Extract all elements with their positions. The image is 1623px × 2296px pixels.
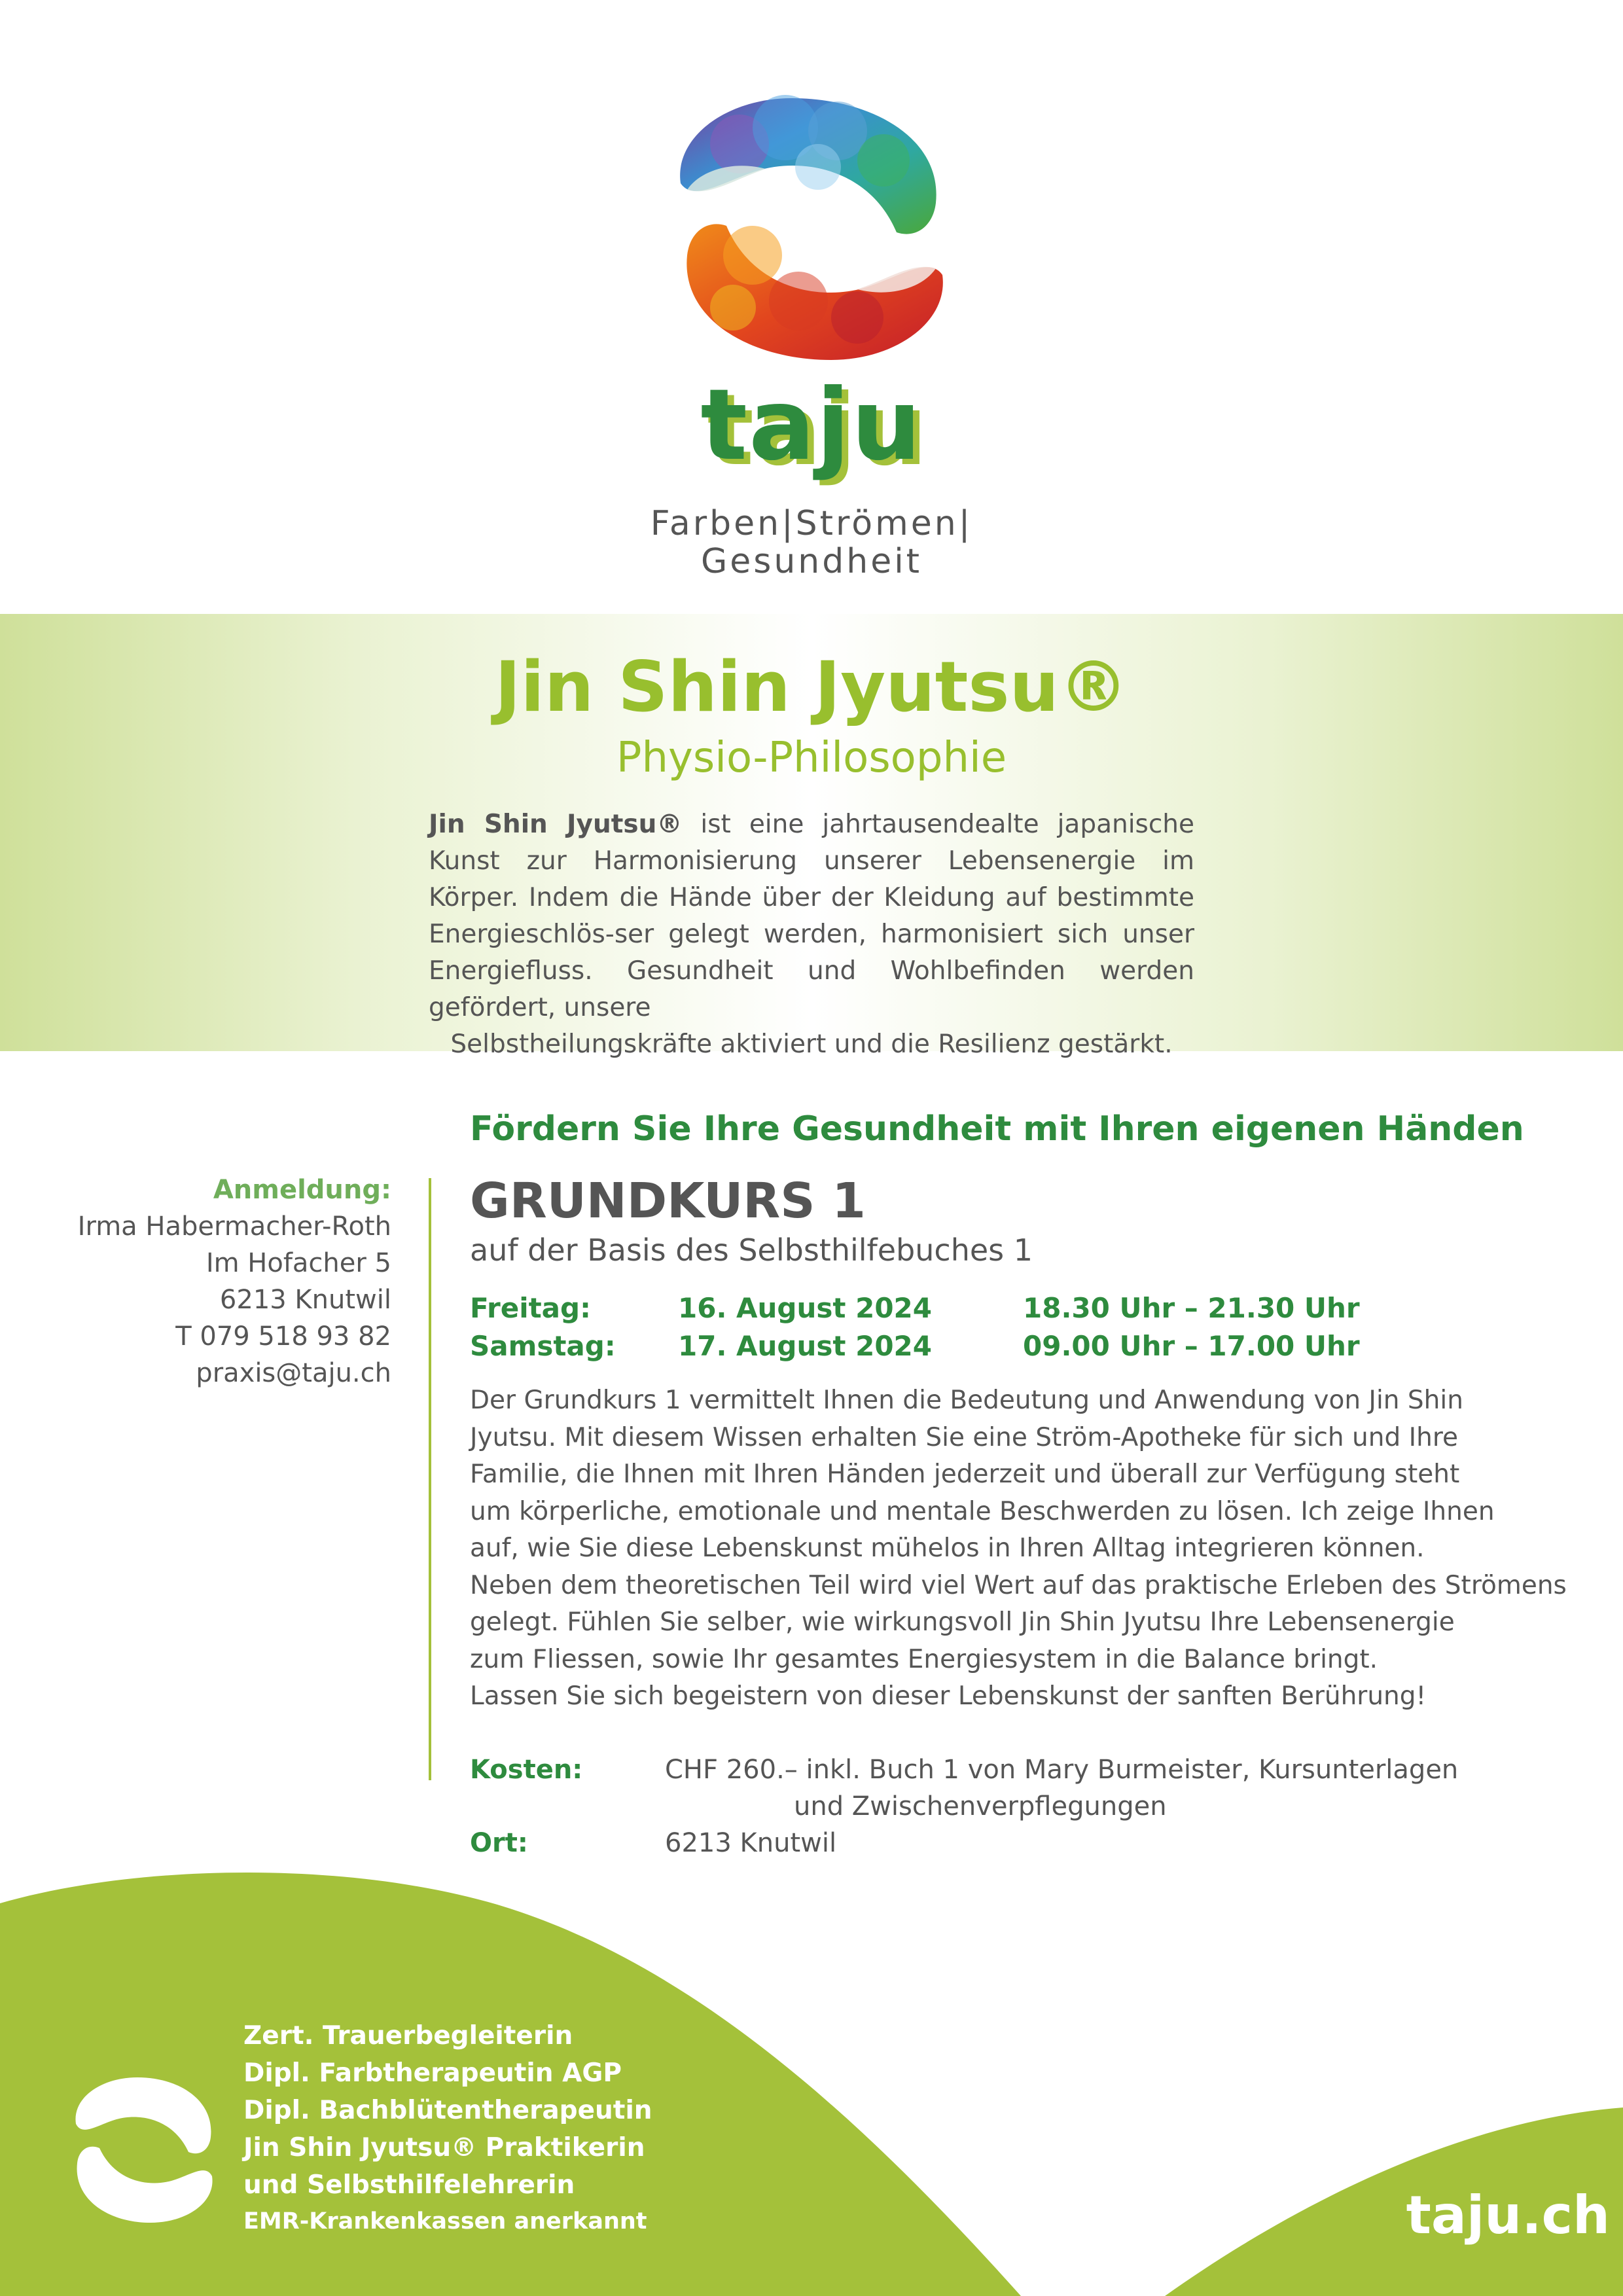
course-description-line: auf, wie Sie diese Lebenskunst mühelos in Ihren Alltag integrieren können. <box>470 1534 1425 1563</box>
course-subtitle: auf der Basis des Selbsthilfebuches 1 <box>470 1232 1033 1268</box>
course-description-line: Lassen Sie sich begeistern von dieser Lebenskunst der sanften Berührung! <box>470 1681 1427 1711</box>
credential-item: und Selbsthilfelehrerin <box>243 2170 575 2200</box>
schedule-day: Samstag: <box>470 1330 616 1362</box>
brand-tagline-line1: Farben|Strömen| <box>650 504 973 543</box>
credential-item: EMR-Krankenkassen anerkannt <box>243 2208 647 2234</box>
schedule-time: 18.30 Uhr – 21.30 Uhr <box>1023 1292 1360 1324</box>
credentials-list <box>243 2017 767 2239</box>
course-description-line: Neben dem theoretischen Teil wird viel Wert auf das praktische Erleben des Strömens <box>470 1570 1567 1600</box>
schedule-row <box>470 1289 1582 1327</box>
schedule-date: 17. August 2024 <box>678 1330 932 1362</box>
registration-name: Irma Habermacher-Roth <box>77 1211 391 1242</box>
registration-street: Im Hofacher 5 <box>205 1248 391 1278</box>
course-description-line: Jyutsu. Mit diesem Wissen erhalten Sie eine Ström-Apotheke für sich und Ihre <box>470 1422 1459 1452</box>
costs-value: CHF 260.– inkl. Buch 1 von Mary Burmeister, Kursunterlagen <box>665 1755 1459 1785</box>
credential-item: Dipl. Farbtherapeutin AGP <box>243 2058 622 2088</box>
costs-label: Kosten: <box>470 1755 583 1785</box>
place-label: Ort: <box>470 1828 528 1858</box>
hero-subtitle: Physio-Philosophie <box>616 734 1007 782</box>
costs-row <box>470 1751 1582 1825</box>
credential-item: Zert. Trauerbegleiterin <box>243 2021 573 2051</box>
course-description-line: gelegt. Fühlen Sie selber, wie wirkungsvoll Jin Shin Jyutsu Ihre Lebensenergie <box>470 1607 1455 1637</box>
hero-description <box>429 806 1194 1063</box>
course-title: GRUNDKURS 1 <box>470 1173 866 1229</box>
website-link[interactable]: taju.ch <box>1406 2185 1610 2246</box>
hero-description-body: ist eine jahrtausendealte japanische Kunst zur Harmonisierung unserer Lebensenergie im Körper. Indem die Hände über der Kleidung auf bestimmte Energieschlös-ser gelegt werden, harmonisiert sich unser Energiefluss. Gesundheit und Wohlbefinden werden gefördert, unsere <box>429 810 1194 1022</box>
taju-logo-icon <box>674 92 949 367</box>
brand-tagline-line2: Gesundheit <box>700 542 923 581</box>
course-description-line: um körperliche, emotionale und mentale Beschwerden zu lösen. Ich zeige Ihnen <box>470 1496 1495 1526</box>
place-value: 6213 Knutwil <box>665 1828 837 1858</box>
schedule-date: 16. August 2024 <box>678 1292 932 1324</box>
vertical-divider <box>429 1178 431 1780</box>
registration-label: Anmeldung: <box>213 1175 391 1205</box>
hero-title: Jin Shin Jyutsu® <box>495 647 1128 727</box>
registration-city: 6213 Knutwil <box>219 1285 391 1315</box>
credential-item: Dipl. Bachblütentherapeutin <box>243 2096 652 2125</box>
registration-email[interactable]: praxis@taju.ch <box>196 1358 391 1388</box>
hero-description-lead: Jin Shin Jyutsu® <box>429 810 683 839</box>
schedule-time: 09.00 Uhr – 17.00 Uhr <box>1023 1330 1360 1362</box>
hero-description-last: Selbstheilungskräfte aktiviert und die Resilienz gestärkt. <box>450 1030 1173 1059</box>
schedule-day: Freitag: <box>470 1292 591 1324</box>
course-description-line: Familie, die Ihnen mit Ihren Händen jederzeit und überall zur Verfügung steht <box>470 1460 1460 1489</box>
costs-value-continued: und Zwischenverpflegungen <box>794 1791 1167 1821</box>
registration-phone[interactable]: T 079 518 93 82 <box>175 1321 391 1352</box>
section-headline: Fördern Sie Ihre Gesundheit mit Ihren eigenen Händen <box>470 1109 1524 1149</box>
registration-block <box>26 1172 391 1391</box>
credential-item: Jin Shin Jyutsu® Praktikerin <box>243 2133 645 2162</box>
brand-name: taju <box>700 368 923 482</box>
course-description-line: Der Grundkurs 1 vermittelt Ihnen die Bedeutung und Anwendung von Jin Shin <box>470 1386 1463 1415</box>
course-description <box>470 1382 1622 1715</box>
taju-logo-white-icon <box>72 2075 216 2225</box>
schedule-row <box>470 1327 1582 1365</box>
course-description-line: zum Fliessen, sowie Ihr gesamtes Energiesystem in die Balance bringt. <box>470 1644 1378 1674</box>
